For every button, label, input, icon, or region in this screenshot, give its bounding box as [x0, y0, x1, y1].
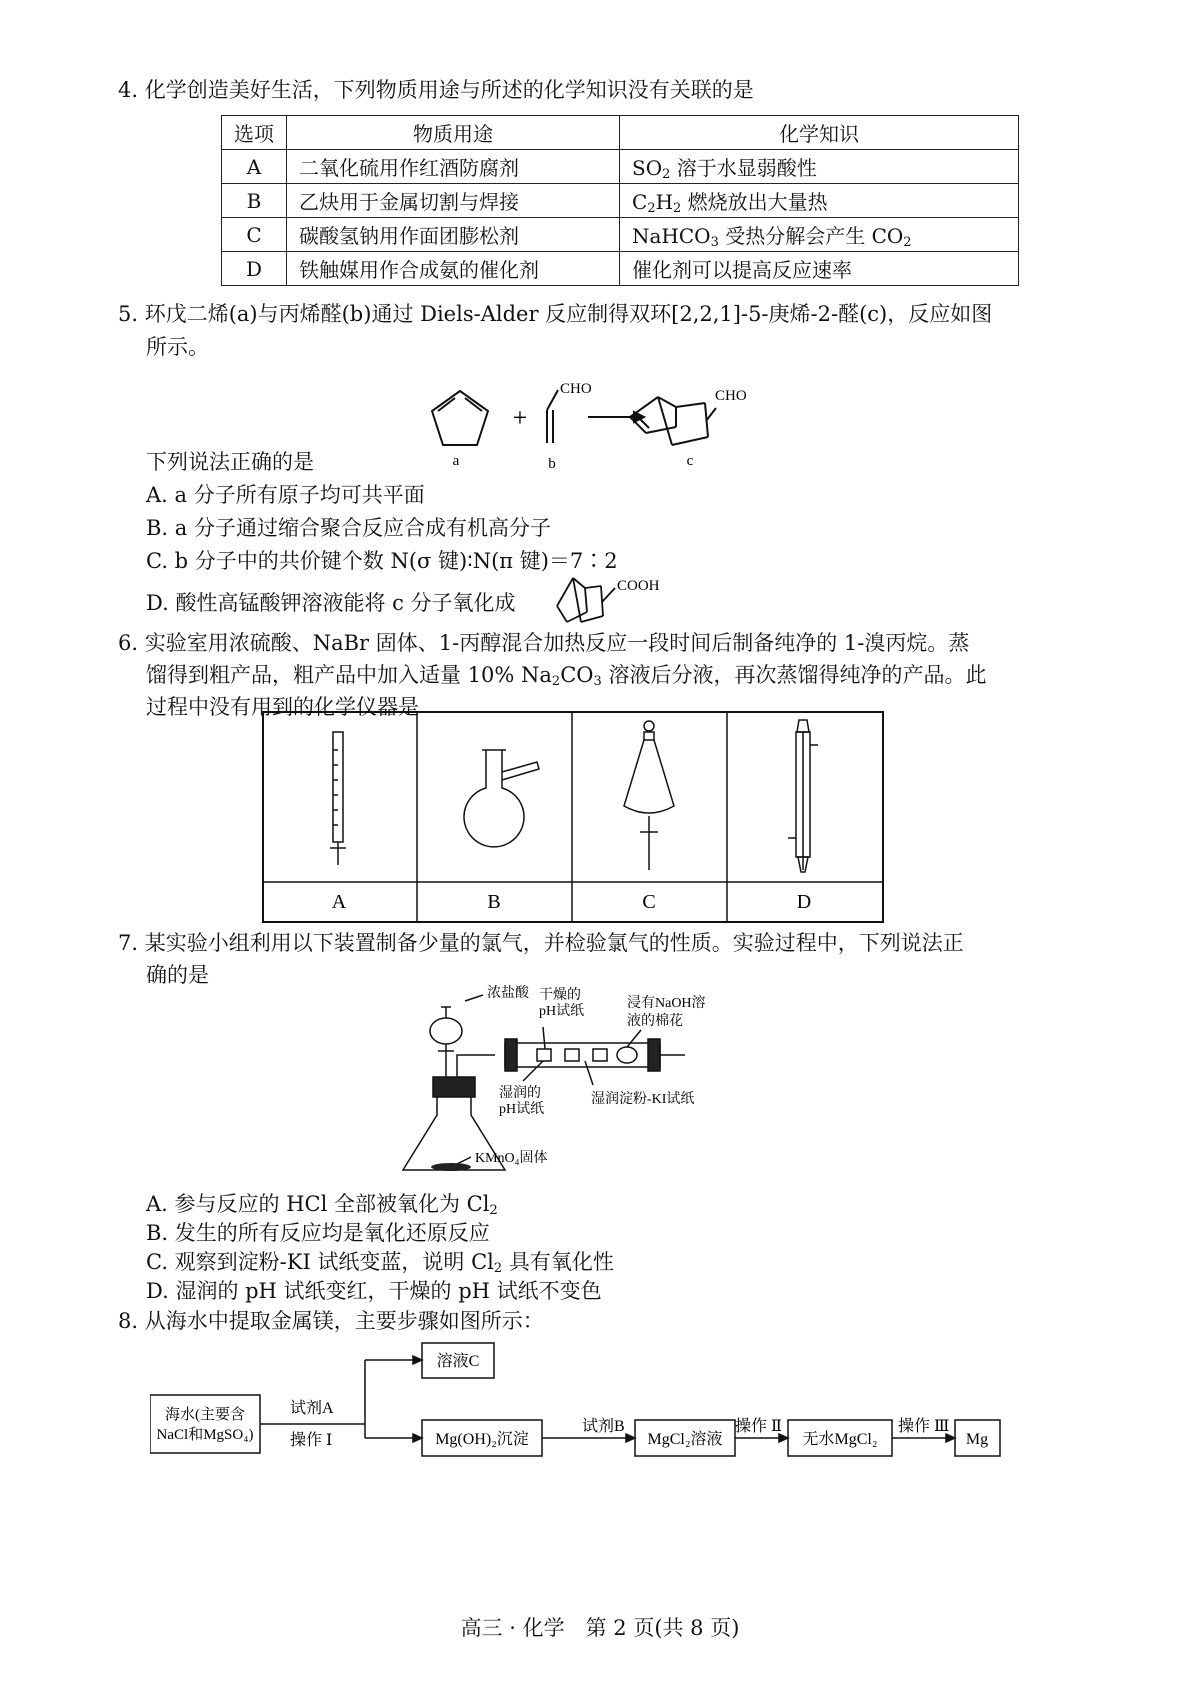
- mgcl2-solution-box: MgCl₂溶液: [647, 1431, 723, 1448]
- label-c: c: [686, 453, 694, 469]
- anhydrous-mgcl2-box: 无水MgCl₂: [802, 1431, 878, 1448]
- row-use: 乙炔用于金属切割与焊接: [287, 184, 620, 218]
- reagent-a-label: 试剂A: [290, 1400, 334, 1417]
- q7-stem-line2: 确的是: [146, 963, 209, 987]
- label-naoh-1: 浸有NaOH溶: [627, 996, 706, 1011]
- q6-stem-line3: 过程中没有用到的化学仪器是: [146, 695, 419, 719]
- operation-2-label: 操作 Ⅱ: [735, 1418, 782, 1435]
- row-option: C: [222, 218, 287, 252]
- q5-option-a: A. a 分子所有原子均可共平面: [146, 483, 425, 507]
- label-kmno4: KMnO₄固体: [475, 1151, 548, 1166]
- burette-icon: [330, 732, 346, 865]
- q7-option-a: A. 参与反应的 HCl 全部被氧化为 $Cl_2$: [146, 1192, 498, 1218]
- q7-option-b: B. 发生的所有反应均是氧化还原反应: [146, 1221, 490, 1245]
- mg-box: Mg: [965, 1431, 989, 1448]
- row-knowledge: $SO_2$ 溶于水显弱酸性: [620, 150, 1019, 184]
- q6-stem-line2: 馏得到粗产品，粗产品中加入适量 10% $Na_2CO_3$ 溶液后分液，再次蒸馏得纯净的产品。此: [146, 663, 987, 689]
- operation-3-label: 操作 Ⅲ: [898, 1418, 950, 1435]
- label-hcl: 浓盐酸: [487, 986, 529, 1001]
- label-a: a: [452, 453, 460, 469]
- q4-stem: 4. 化学创造美好生活，下列物质用途与所述的化学知识没有关联的是: [118, 78, 754, 102]
- seawater-label-2: NaCl和MgSO₄): [156, 1427, 254, 1443]
- q6-stem-line1: 6. 实验室用浓硫酸、NaBr 固体、1-丙醇混合加热反应一段时间后制备纯净的 1-溴丙烷。蒸: [118, 631, 970, 655]
- table-row: [222, 184, 1019, 218]
- page-footer: 高三 · 化学 第 2 页(共 8 页): [460, 1616, 740, 1640]
- q5-option-c: C. b 分子中的共价键个数 N(σ 键)∶N(π 键)＝7∶2: [146, 549, 618, 573]
- q4-table: [221, 115, 1019, 286]
- label-b: b: [548, 456, 556, 472]
- chlorine-apparatus-diagram: [395, 985, 755, 1190]
- header-option: 选项: [222, 116, 287, 150]
- header-knowledge: 化学知识: [620, 116, 1019, 150]
- row-option: B: [222, 184, 287, 218]
- table-row: [222, 218, 1019, 252]
- plus-sign: +: [512, 403, 528, 432]
- cho-label-c: CHO: [715, 388, 747, 404]
- label-wet-ph-1: 湿润的: [499, 1086, 541, 1101]
- solution-c-box: 溶液C: [436, 1353, 480, 1370]
- reagent-b-label: 试剂B: [582, 1418, 625, 1435]
- q6-apparatus-table: [262, 710, 892, 925]
- q5-option-b: B. a 分子通过缩合聚合反应合成有机高分子: [146, 516, 551, 540]
- q5-stem-line2: 所示。: [146, 335, 209, 359]
- cooh-label: COOH: [617, 578, 660, 594]
- table-header-row: [222, 116, 1019, 150]
- row-use: 二氧化硫用作红酒防腐剂: [287, 150, 620, 184]
- molecule-a: [432, 391, 488, 445]
- operation-1-label: 操作 Ⅰ: [290, 1432, 333, 1449]
- kmno4-solid-icon: [431, 1163, 471, 1171]
- row-knowledge: 催化剂可以提高反应速率: [620, 252, 1019, 286]
- label-starch-ki: 湿润淀粉-KI试纸: [591, 1092, 695, 1107]
- molecule-b: [547, 390, 558, 443]
- row-use: 碳酸氢钠用作面团膨松剂: [287, 218, 620, 252]
- mgoh2-box: Mg(OH)₂沉淀: [435, 1431, 529, 1448]
- row-use: 铁触媒用作合成氨的催化剂: [287, 252, 620, 286]
- mg-extraction-flowchart: [150, 1335, 1100, 1490]
- q5-ask: 下列说法正确的是: [146, 450, 314, 474]
- distillation-flask-icon: [464, 750, 539, 847]
- label-dry-ph-1: 干燥的: [539, 988, 581, 1003]
- row-knowledge: $C_2H_2$ 燃烧放出大量热: [620, 184, 1019, 218]
- row-option: D: [222, 252, 287, 286]
- q7-option-c: C. 观察到淀粉-KI 试纸变蓝，说明 $Cl_2$ 具有氧化性: [146, 1250, 614, 1276]
- cho-label-b: CHO: [560, 381, 592, 397]
- q7-stem-line1: 7. 某实验小组利用以下装置制备少量的氯气，并检验氯气的性质。实验过程中，下列说法正: [118, 931, 964, 955]
- separatory-funnel-icon: [624, 721, 674, 870]
- q8-stem: 8. 从海水中提取金属镁，主要步骤如图所示：: [118, 1309, 544, 1333]
- diels-alder-reaction-diagram: [420, 365, 840, 475]
- molecule-c-cooh: [555, 570, 725, 630]
- seawater-label-1: 海水(主要含: [165, 1407, 245, 1423]
- q5-stem-line1: 5. 环戊二烯(a)与丙烯醛(b)通过 Diels-Alder 反应制得双环[2,2,1]-5-庚烯-2-醛(c)，反应如图: [118, 302, 993, 326]
- q7-option-d: D. 湿润的 pH 试纸变红，干燥的 pH 试纸不变色: [146, 1279, 602, 1303]
- label-dry-ph-2: pH试纸: [539, 1004, 585, 1019]
- row-knowledge: NaHCO$_3$ 受热分解会产生 $CO_2$: [620, 218, 1019, 252]
- label-wet-ph-2: pH试纸: [499, 1102, 545, 1117]
- apparatus-label-a: A: [331, 891, 347, 913]
- condenser-icon: [788, 720, 818, 872]
- apparatus-label-b: B: [487, 891, 501, 913]
- row-option: A: [222, 150, 287, 184]
- label-naoh-2: 液的棉花: [627, 1014, 683, 1029]
- apparatus-label-c: C: [642, 891, 656, 913]
- q5-option-d: D. 酸性高锰酸钾溶液能将 c 分子氧化成: [146, 591, 516, 615]
- molecule-c: [630, 397, 716, 445]
- table-row: [222, 252, 1019, 286]
- apparatus-label-d: D: [796, 891, 812, 913]
- table-row: [222, 150, 1019, 184]
- header-use: 物质用途: [287, 116, 620, 150]
